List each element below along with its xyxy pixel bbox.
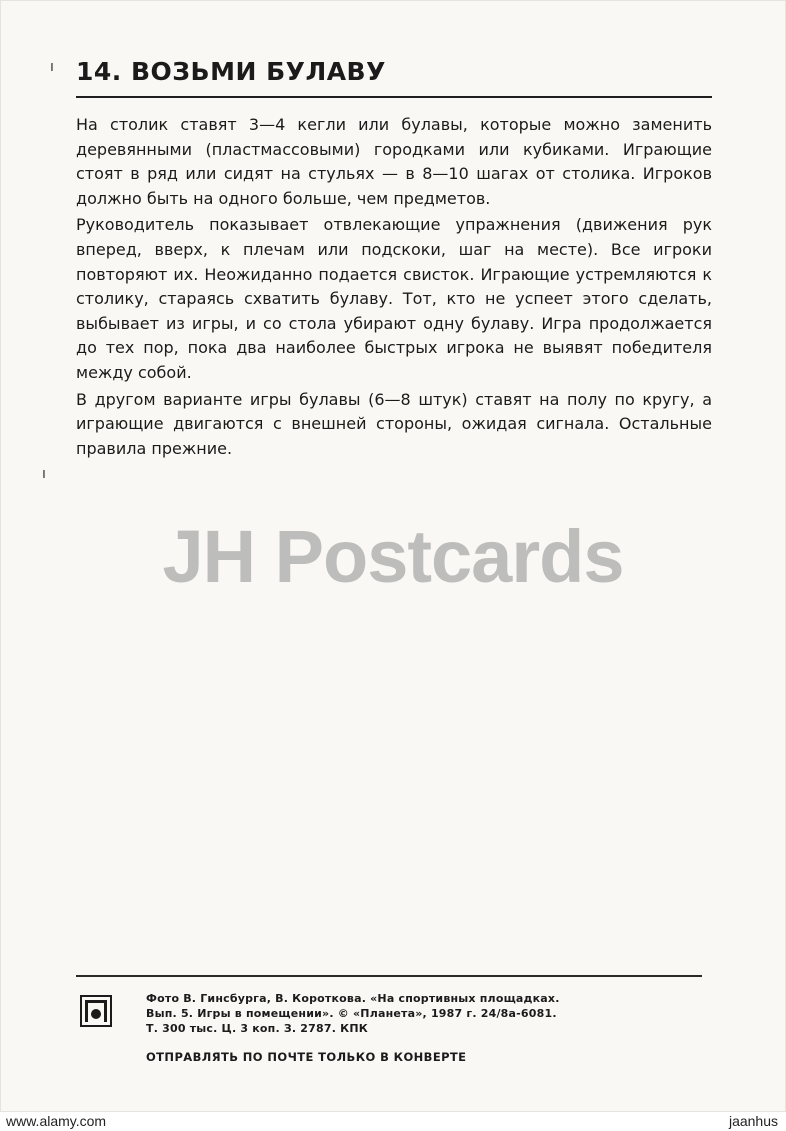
edge-mark: ı	[42, 466, 46, 482]
paragraph: На столик ставят 3—4 кегли или булавы, которые можно заменить деревянными (пластмассовыми) городками или кубиками. Играющие стоят в ряд или сидят на стульях — в 8—10 шагах от столика. Игроков должно быть на одного больше, чем предметов.	[76, 115, 712, 208]
title-divider	[76, 96, 712, 98]
game-title: 14. ВОЗЬМИ БУЛАВУ	[76, 57, 386, 86]
game-description	[76, 113, 712, 463]
publication-credits	[146, 991, 606, 1036]
edge-mark: ı	[50, 59, 54, 75]
credits-divider	[76, 975, 702, 977]
credit-line: Вып. 5. Игры в помещении». © «Планета», 1987 г. 24/8а-6081.	[146, 1007, 557, 1020]
paragraph: Руководитель показывает отвлекающие упражнения (движения рук вперед, вверх, к плечам или подскоки, шаг на месте). Все игроки повторяют их. Неожиданно подается свисток. Играющие устремляются к столику, стараясь схватить булаву. Тот, кто не успеет этого сделать, выбывает из игры, и со стола убирают одну булаву. Игра продолжается до тех пор, пока два наиболее быстрых игрока не выявят победителя между собой.	[76, 215, 712, 382]
footer-source: www.alamy.com	[6, 1113, 107, 1129]
footer-strip	[0, 1112, 786, 1131]
publisher-logo-icon	[80, 995, 112, 1027]
credit-line: Фото В. Гинсбурга, В. Короткова. «На спортивных площадках.	[146, 992, 560, 1005]
paragraph: В другом варианте игры булавы (6—8 штук) ставят на полу по кругу, а играющие двигаются с внешней стороны, ожидая сигнала. Остальные правила прежние.	[76, 389, 712, 458]
mailing-note: ОТПРАВЛЯТЬ ПО ПОЧТЕ ТОЛЬКО В КОНВЕРТЕ	[146, 1050, 467, 1064]
credit-line: Т. 300 тыс. Ц. 3 коп. З. 2787. КПК	[146, 1022, 368, 1035]
footer-seller: jaanhus	[728, 1113, 778, 1129]
watermark: JH Postcards	[162, 515, 624, 598]
